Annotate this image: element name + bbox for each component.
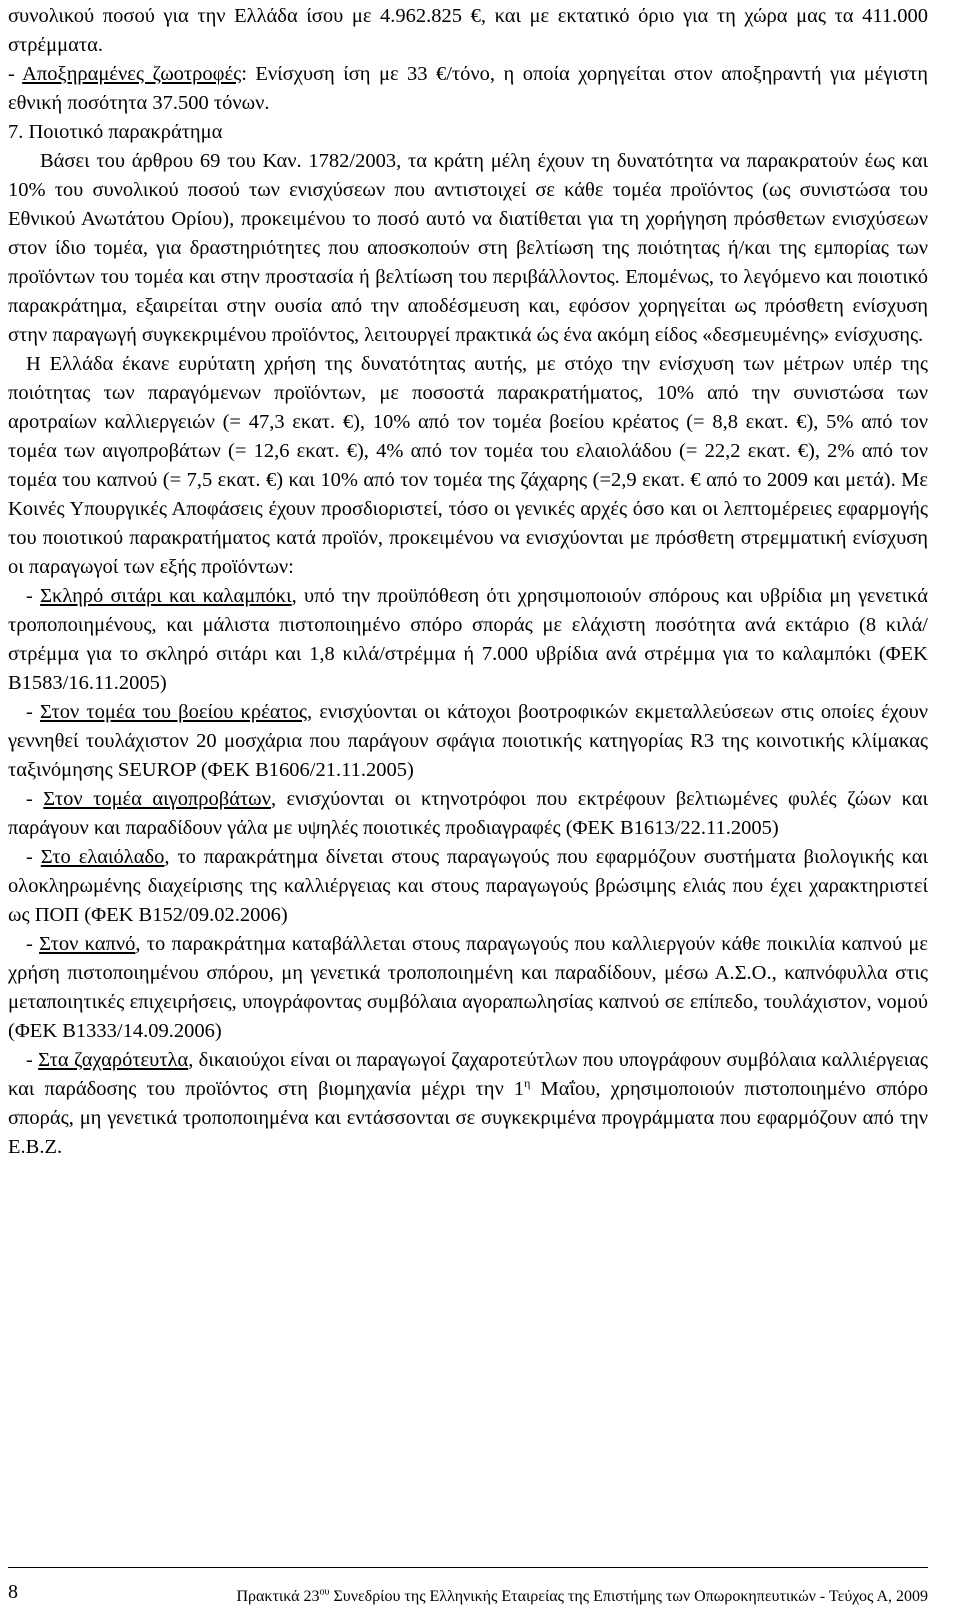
paragraph-intro: συνολικού ποσού για την Ελλάδα ίσου με 4.962.825 €, και με εκτατικό όριο για τη χώρα μας τα 411.000 στρέμματα. — [8, 5, 928, 56]
ordinal-superscript: ου — [319, 1586, 330, 1598]
ordinal-superscript: η — [524, 1076, 531, 1091]
list-dash: - — [26, 846, 41, 868]
list-item-text: , υπό την προϋπόθεση ότι χρησιμοποιούν σπόρους και υβρίδια μη γενετικά τροποποιημένους, και μάλιστα πιστοποιημένο σπόρο σποράς με ελάχιστη ποσότητα ανά εκτάριο (8 κιλά/στρέμμα για το σκληρό σιτάρι και 1,8 κιλά/στρέμμα ή 7.000 υβρίδια ανά στρέμμα για το καλαμπόκι (ΦΕΚ Β1583/16.11.2005) — [8, 585, 928, 694]
term-wheat-maize: Σκληρό σιτάρι και καλαμπόκι — [40, 585, 292, 607]
document-body — [8, 2, 928, 1162]
list-item — [8, 930, 928, 1046]
list-item-text: , ενισχύονται οι κάτοχοι βοοτροφικών εκμεταλλεύσεων στις οποίες έχουν γεννηθεί τουλάχιστον 20 μοσχάρια που παράγουν σφάγια ποιοτικής κατηγορίας R3 της κοινοτικής κλίμακας ταξινόμησης SEUROP (ΦΕΚ Β1606/21.11.2005) — [8, 701, 928, 781]
list-item — [8, 582, 928, 698]
page-footer — [8, 1578, 928, 1608]
list-item — [8, 843, 928, 930]
term-beef: Στον τομέα του βοείου κρέατος — [39, 701, 308, 723]
term-olive-oil: Στο ελαιόλαδο — [40, 846, 165, 868]
text-dried-fodder: : Ενίσχυση ίση με 33 €/τόνο, η οποία χορηγείται στον αποξηραντή για μέγιστη εθνική ποσότητα 37.500 τόνων. — [8, 63, 928, 114]
paragraph-greece-usage: Η Ελλάδα έκανε ευρύτατη χρήση της δυνατότητας αυτής, με στόχο την ενίσχυση των μέτρων υπέρ της ποιότητας των παραγόμενων προϊόντων, με ποσοστά παρακρατήματος, 10% από την συνιστώσα των αροτραίων καλλιεργειών (= 47,3 εκατ. €), 10% από τον τομέα βοείου κρέατος (= 8,8 εκατ. €), 5% από τον τομέα των αιγοπροβάτων (= 12,6 εκατ. €), 4% από τον τομέα του ελαιολάδου (= 22,2 εκατ. €), 2% από τον τομέα του καπνού (= 7,5 εκατ. €) και 10% από τον τομέα της ζάχαρης (=2,9 εκατ. € από το 2009 και μετά). Με Κοινές Υπουργικές Αποφάσεις έχουν προσδιοριστεί, τόσο οι γενικές αρχές όσο και οι λεπτομέρειες εφαρμογής του ποιοτικού παρακρατήματος κατά προϊόν, προκειμένου να ενισχύονται με πρόσθετη στρεμματική ενίσχυση οι παραγωγοί των εξής προϊόντων: — [8, 353, 928, 578]
paragraph-dried-fodder — [8, 60, 928, 118]
term-tobacco: Στον καπνό — [39, 933, 136, 955]
list-item-text: , το παρακράτημα καταβάλλεται στους παραγωγούς που καλλιεργούν κάθε ποικιλία καπνού με χρήση πιστοποιημένου σπόρου, μη γενετικά τροποποιημένη και παραδίδουν, μέσω Α.Σ.Ο., καπνόφυλλα στις μεταποιητικές επιχειρήσεις, υπογράφοντας συμβόλαια αγοραπωλησίας καπνού σε επίπεδο, τουλάχιστον, νομού (ΦΕΚ Β1333/14.09.2006) — [8, 933, 928, 1042]
running-footer — [236, 1582, 928, 1611]
list-dash: - — [26, 1049, 39, 1071]
list-item — [8, 1046, 928, 1162]
list-item — [8, 785, 928, 843]
term-sugar-beet: Στα ζαχαρότευτλα — [38, 1049, 189, 1071]
term-dried-fodder: Αποξηραμένες ζωοτροφές — [22, 63, 242, 85]
page-number: 8 — [8, 1581, 18, 1603]
list-item-text: , ενισχύονται οι κτηνοτρόφοι που εκτρέφουν βελτιωμένες φυλές ζώων και παράγουν και παραδίδουν γάλα με υψηλές ποιοτικές προδιαγραφές (ΦΕΚ Β1613/22.11.2005) — [8, 788, 929, 839]
paragraph-article-69 — [8, 147, 928, 350]
footer-divider — [8, 1567, 928, 1568]
list-dash: - — [8, 63, 23, 85]
term-sheep-goats: Στον τομέα αιγοπροβάτων — [43, 788, 271, 810]
list-item-text: , δικαιούχοι είναι οι παραγωγοί ζαχαροτεύτλων που υπογράφουν συμβόλαια καλλιέργειας και παράδοσης του προϊόντος στη βιομηχανία μέχρι την 1 — [8, 1049, 928, 1100]
list-dash: - — [26, 701, 40, 723]
list-item — [8, 698, 928, 785]
list-item-text: Μαΐου, χρησιμοποιούν πιστοποιημένο σπόρο σποράς, μη γενετικά τροποποιημένα και εντάσσονται σε συγκεκριμένα προγράμματα που εφαρμόζουν από την Ε.Β.Ζ. — [8, 1078, 928, 1158]
list-dash: - — [26, 585, 41, 607]
running-footer-text: Συνεδρίου της Ελληνικής Εταιρείας της Επιστήμης των Οπωροκηπευτικών - Τεύχος Α, 2009 — [329, 1588, 928, 1605]
list-dash: - — [26, 788, 44, 810]
text-article-69: Βάσει του άρθρου 69 του Καν. 1782/2003, τα κράτη μέλη έχουν τη δυνατότητα να παρακρατούν έως και 10% του συνολικού ποσού των ενισχύσεων που αντιστοιχεί σε κάθε τομέα προϊόντος (ως συνιστώσα του Εθνικού Ανωτάτου Ορίου), προκειμένου το ποσό αυτό να διατίθεται για τη χορήγηση πρόσθετων ενισχύσεων στον ίδιο τομέα, για δραστηριότητες που αποσκοπούν στη βελτίωση της ποιότητας ή/και της εμπορίας των προϊόντων του τομέα και στην προστασία ή βελτίωση του περιβάλλοντος. Επομένως, το λεγόμενο και ποιοτικό παρακράτημα, εξαιρείται στην ουσία από την αποδέσμευση και, εφόσον χορηγείται ως πρόσθετη ενίσχυση στην παραγωγή συγκεκριμένου προϊόντος, λειτουργεί πρακτικά ώς ένα ακόμη είδος «δεσμευμένης» ενίσχυσης. — [8, 150, 928, 346]
list-dash: - — [26, 933, 40, 955]
section-heading-7: 7. Ποιοτικό παρακράτημα — [8, 121, 223, 143]
list-item-text: , το παρακράτημα δίνεται στους παραγωγούς που εφαρμόζουν συστήματα βιολογικής και ολοκληρωμένης διαχείρισης της καλλιέργειας και στους παραγωγούς βρώσιμης ελιάς που έχει χαρακτηριστεί ως ΠΟΠ (ΦΕΚ Β152/09.02.2006) — [8, 846, 928, 926]
running-footer-text: Πρακτικά 23 — [236, 1588, 320, 1605]
